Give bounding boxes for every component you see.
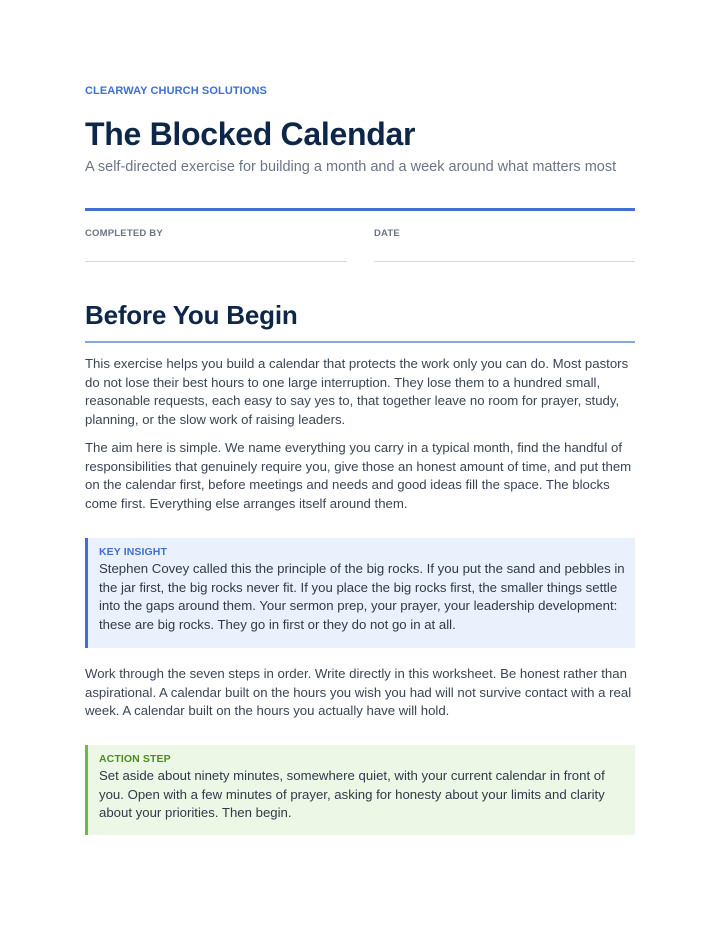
key-insight-callout bbox=[85, 538, 635, 648]
brand-name: CLEARWAY CHURCH SOLUTIONS bbox=[85, 85, 267, 97]
key-insight-text: Stephen Covey called this the principle of the big rocks. If you put the sand and pebbles in the jar first, the big rocks never fit. If you place the big rocks first, the smaller things settle into the gaps around them. Your sermon prep, your prayer, your leadership development: these are big rocks. They go in first or they do not go in at all. bbox=[99, 561, 625, 633]
key-insight-label: KEY INSIGHT bbox=[99, 546, 168, 558]
completed-by-line[interactable] bbox=[85, 261, 347, 262]
header-divider bbox=[85, 208, 635, 211]
action-step-text: Set aside about ninety minutes, somewhere quiet, with your current calendar in front of you. Open with a few minutes of prayer, asking for honesty about your limits and clarity about your priorities. Then begin. bbox=[99, 768, 605, 821]
completed-by-field[interactable] bbox=[85, 228, 347, 262]
action-step-label: ACTION STEP bbox=[99, 753, 171, 765]
date-field[interactable] bbox=[374, 228, 635, 262]
intro-paragraph-3: Work through the seven steps in order. Write directly in this worksheet. Be honest rather than aspirational. A calendar built on the hours you wish you had will not survive contact with a real week. A calendar built on the hours you actually have will hold. bbox=[85, 666, 632, 719]
page-subtitle: A self-directed exercise for building a month and a week around what matters most bbox=[85, 159, 617, 175]
intro-paragraph-2: The aim here is simple. We name everything you carry in a typical month, find the handful of responsibilities that genuinely require you, give those an honest amount of time, and put them on the calendar first, before meetings and needs and good ideas fill the space. The blocks come first. Everything else arranges itself around them. bbox=[85, 440, 632, 512]
date-label: DATE bbox=[374, 228, 400, 239]
date-line[interactable] bbox=[374, 261, 635, 262]
completed-by-label: COMPLETED BY bbox=[85, 228, 163, 239]
page-title: The Blocked Calendar bbox=[85, 116, 416, 152]
intro-paragraph-1: This exercise helps you build a calendar that protects the work only you can do. Most pastors do not lose their best hours to one large interruption. They lose them to a hundred small, reasonable requests, each easy to say yes to, that together leave no room for prayer, study, planning, or the slow work of raising leaders. bbox=[85, 356, 629, 428]
action-step-callout bbox=[85, 745, 635, 835]
section-divider bbox=[85, 341, 635, 343]
section-heading: Before You Begin bbox=[85, 300, 298, 330]
